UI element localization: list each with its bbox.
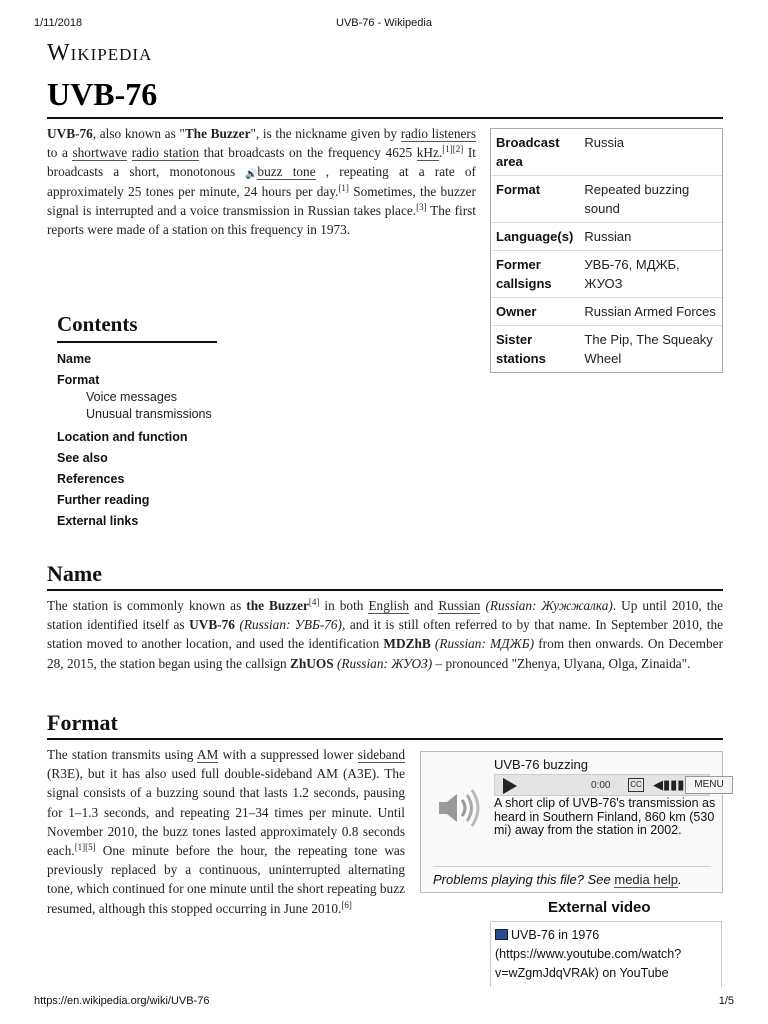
citation[interactable]: [4] — [308, 597, 320, 607]
media-description: A short clip of UVB-76's transmission as heard in Southern Finland, 860 km (530 mi) away from the station in 2002. — [494, 796, 716, 837]
toc-item-location-and-function[interactable]: Location and function — [57, 430, 188, 444]
format-heading: Format — [47, 710, 118, 735]
external-video-link[interactable]: UVB-76 in 1976 (https://www.youtube.com/watch?v=wZgmJdqVRAk) on YouTube — [495, 928, 682, 980]
infobox-value: Russia — [584, 135, 625, 150]
print-url: https://en.wikipedia.org/wiki/UVB-76 — [34, 995, 210, 1007]
media-caption: UVB-76 buzzing — [494, 757, 588, 772]
infobox-key: Language(s) — [496, 229, 574, 244]
infobox-key: Format — [496, 182, 541, 197]
infobox-key: Broadcast area — [496, 135, 560, 169]
link-khz[interactable]: kHz — [416, 145, 439, 161]
external-video-heading: External video — [548, 899, 651, 916]
citation[interactable]: [3] — [416, 201, 427, 212]
citation[interactable]: [6] — [341, 899, 352, 910]
infobox-value: The Pip, The Squeaky Wheel — [584, 332, 713, 366]
link-buzz-tone[interactable]: buzz tone — [257, 164, 316, 180]
format-rule — [47, 738, 723, 740]
name-rule — [47, 589, 723, 591]
toc-item-voice-messages[interactable]: Voice messages — [86, 390, 178, 404]
cc-button[interactable]: CC — [628, 778, 644, 792]
toc-item-see-also[interactable]: See also — [57, 451, 108, 465]
link-radio-station[interactable]: radio station — [131, 145, 200, 161]
infobox-row — [491, 223, 722, 251]
infobox-key: Sister stations — [496, 332, 546, 366]
toc-item-format[interactable]: Format — [57, 373, 100, 387]
toc-item-name[interactable]: Name — [57, 352, 92, 366]
infobox-value: Russian — [584, 229, 632, 244]
infobox-row — [491, 251, 722, 298]
page-number: 1/5 — [718, 995, 734, 1007]
link-english[interactable]: English — [368, 598, 410, 613]
toc-item-references[interactable]: References — [57, 472, 125, 486]
infobox-row — [491, 129, 722, 176]
link-am[interactable]: AM — [196, 747, 219, 762]
infobox-key: Former callsigns — [496, 257, 552, 291]
infobox — [490, 128, 723, 373]
infobox-row — [491, 176, 722, 223]
citation[interactable]: [1][5] — [74, 842, 96, 853]
link-shortwave[interactable]: shortwave — [72, 145, 128, 161]
wikipedia-logo[interactable]: Wikipedia — [47, 40, 153, 66]
menu-button[interactable]: MENU — [685, 776, 733, 794]
infobox-value: Repeated buzzing sound — [584, 182, 690, 216]
play-icon[interactable] — [503, 778, 517, 794]
external-video-box — [490, 921, 722, 987]
contents-heading: Contents — [57, 312, 217, 343]
speaker-icon[interactable]: 🔊 — [245, 169, 258, 181]
audio-player[interactable] — [494, 774, 724, 796]
toc-item-external-links[interactable]: External links — [57, 514, 139, 528]
toc-item-further-reading[interactable]: Further reading — [57, 493, 150, 507]
infobox-value: Russian Armed Forces — [584, 304, 716, 319]
infobox-value: УВБ-76, МДЖБ, ЖУОЗ — [584, 257, 680, 291]
time-display: 0:00 — [591, 780, 611, 791]
video-icon — [495, 929, 508, 940]
audio-media-box — [420, 751, 723, 893]
link-media-help[interactable]: media help — [614, 872, 678, 887]
format-paragraph: The station transmits using AM with a suppressed lower sideband (R3E), but it has also used full double-sideband AM (A3E). The signal consists of a buzzing sound that lasts 1.2 seconds, pausing for 1–1.3 seconds, and repeating 21–34 times per minute. Until November 2010, the buzz tones lasted approximately 0.8 seconds each.[1][5] One minute before the hour, the repeating tone was previously replaced by a continuous, uninterrupted alternating tone, which continued for one minute until the short repeating buzz resumed, although this stopped occurring in June 2010.[6] — [47, 747, 405, 916]
print-title: UVB-76 - Wikipedia — [336, 17, 432, 29]
table-of-contents — [57, 312, 217, 530]
link-russian[interactable]: Russian — [438, 598, 481, 613]
media-separator — [433, 866, 711, 867]
media-problems-note: Problems playing this file? See media help. — [433, 872, 682, 887]
name-paragraph: The station is commonly known as the Buzzer[4] in both English and Russian (Russian: Жужжалка). Up until 2010, the station identified itself as UVB-76 (Russian: УВБ-76), and it is still often referred to by that name. In September 2010, the station moved to another location, and used the identification MDZhB (Russian: МДЖБ) from then onwards. On December 28, 2015, the station began using the callsign ZhUOS (Russian: ЖУОЗ) – pronounced "Zhenya, Ulyana, Olga, Zinaida". — [47, 597, 724, 671]
audio-file-icon — [435, 786, 483, 830]
print-date: 1/11/2018 — [34, 17, 83, 29]
link-radio-listeners[interactable]: radio listeners — [400, 126, 476, 141]
title-rule — [47, 117, 723, 119]
link-sideband[interactable]: sideband — [357, 747, 405, 762]
page-title: UVB-76 — [47, 76, 158, 112]
infobox-row — [491, 298, 722, 326]
volume-icon[interactable]: ◀▮▮▮ — [653, 778, 685, 793]
infobox-key: Owner — [496, 304, 537, 319]
lead-paragraph: UVB-76, also known as "The Buzzer", is the nickname given by radio listeners to a shortwave radio station that broadcasts on the frequency 4625 kHz.[1][2] It broadcasts a short, monotonous 🔊buzz tone , repeating at a rate of approximately 25 tones per minute, 24 hours per day.[1] Sometimes, the buzzer signal is interrupted and a voice transmission in Russian takes place.[3] The first reports were made of a station on this frequency in 1973. — [47, 126, 476, 238]
name-heading: Name — [47, 561, 102, 586]
citation[interactable]: [1][2] — [442, 144, 464, 155]
infobox-row — [491, 326, 722, 372]
citation[interactable]: [1] — [338, 182, 349, 193]
toc-item-unusual-transmissions[interactable]: Unusual transmissions — [86, 407, 212, 421]
